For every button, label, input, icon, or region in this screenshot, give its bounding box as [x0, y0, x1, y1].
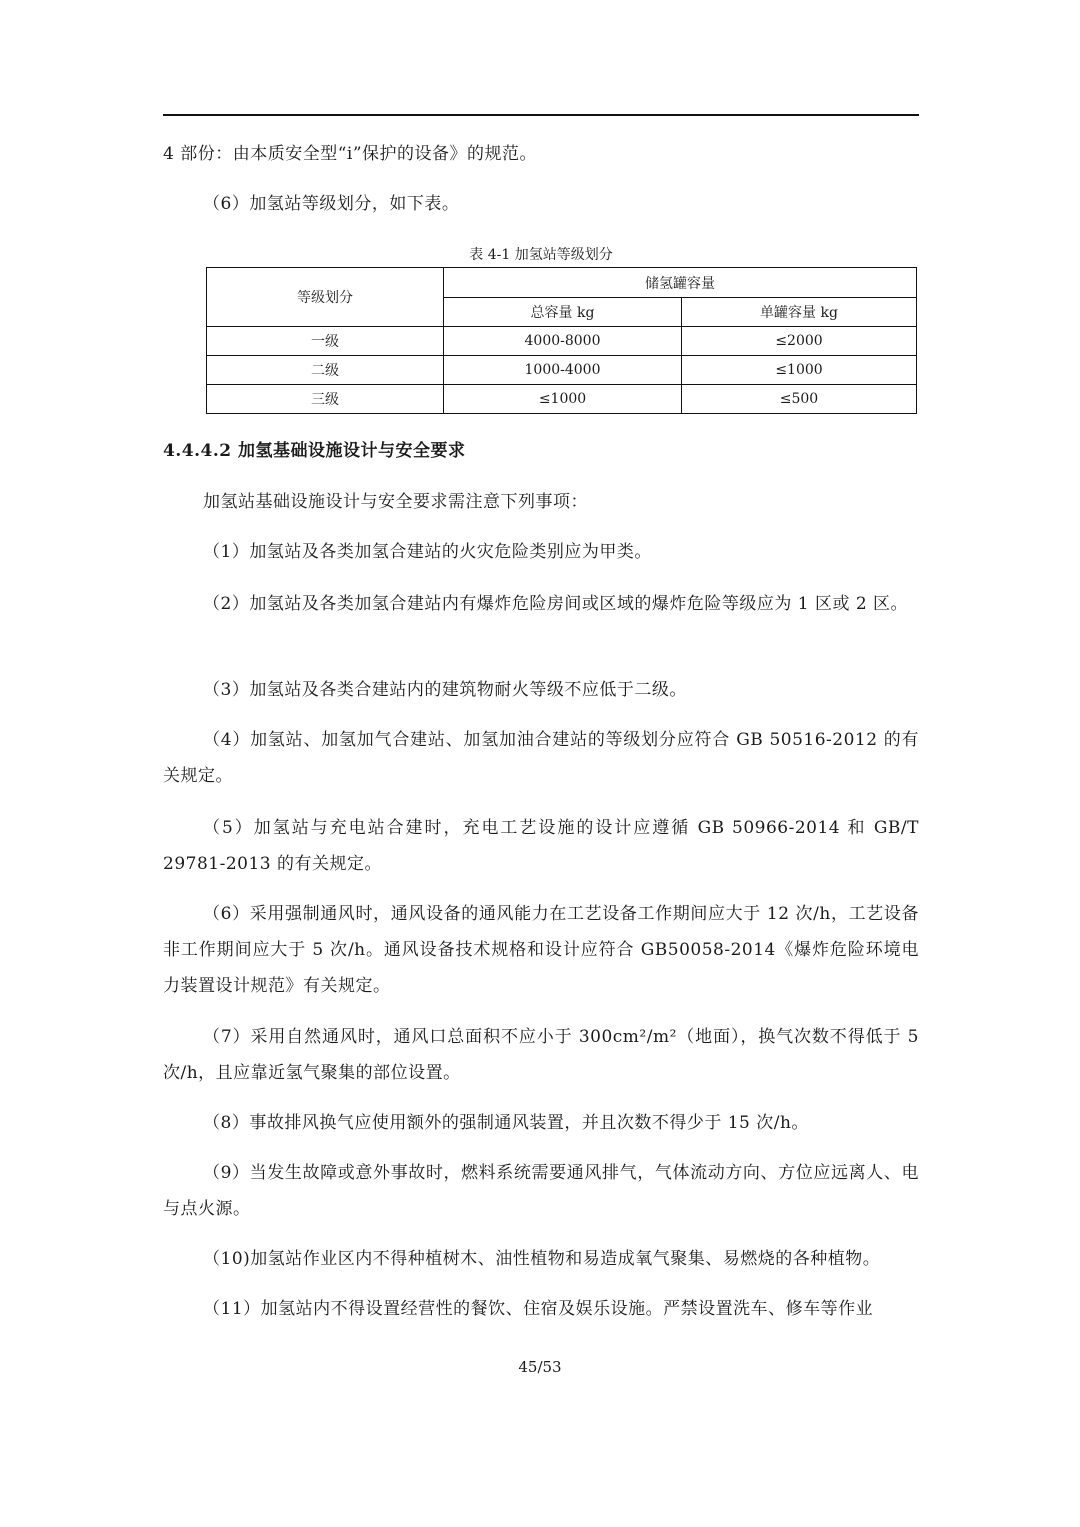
- cell-grade: 二级: [207, 356, 444, 385]
- table-caption: 表 4-1 加氢站等级划分: [469, 247, 613, 263]
- section-heading: 4.4.4.2 加氢基础设施设计与安全要求: [163, 441, 466, 461]
- cell-total: ≤1000: [444, 385, 682, 414]
- cell-total: 4000-8000: [444, 327, 682, 356]
- cell-single: ≤500: [682, 385, 917, 414]
- cell-grade: 三级: [207, 385, 444, 414]
- list-item: （10)加氢站作业区内不得种植树木、油性植物和易造成氧气聚集、易燃烧的各种植物。: [203, 1249, 881, 1269]
- cell-total: 1000-4000: [444, 356, 682, 385]
- list-item: （1）加氢站及各类加氢合建站的火灾危险类别应为甲类。: [203, 542, 652, 562]
- header-total-capacity: 总容量 kg: [444, 298, 682, 327]
- list-item: （3）加氢站及各类合建站内的建筑物耐火等级不应低于二级。: [203, 680, 687, 700]
- table-row: [207, 356, 917, 385]
- item-6-intro: （6）加氢站等级划分，如下表。: [203, 194, 460, 214]
- table-row: [207, 327, 917, 356]
- list-item: （2）加氢站及各类加氢合建站内有爆炸危险房间或区域的爆炸危险等级应为 1 区或 2 区。: [203, 594, 909, 614]
- grade-table: [206, 267, 917, 414]
- list-item: （8）事故排风换气应使用额外的强制通风装置，并且次数不得少于 15 次/h。: [203, 1113, 809, 1133]
- list-item: （7）采用自然通风时，通风口总面积不应小于 300cm²/m²（地面），换气次数不得低于 5 次/h，且应靠近氢气聚集的部位设置。: [163, 1027, 919, 1083]
- list-item: （11）加氢站内不得设置经营性的餐饮、住宿及娱乐设施。严禁设置洗车、修车等作业: [203, 1299, 874, 1319]
- list-item: （5）加氢站与充电站合建时，充电工艺设施的设计应遵循 GB 50966-2014 和 GB/T 29781-2013 的有关规定。: [163, 818, 919, 874]
- cell-single: ≤1000: [682, 356, 917, 385]
- page-number: 45/53: [518, 1358, 562, 1376]
- cell-single: ≤2000: [682, 327, 917, 356]
- intro-line: 4 部份：由本质安全型“i”保护的设备》的规范。: [163, 144, 538, 164]
- table-row: [207, 385, 917, 414]
- list-item: （9）当发生故障或意外事故时，燃料系统需要通风排气，气体流动方向、方位应远离人、电与点火源。: [163, 1163, 919, 1219]
- list-item: （6）采用强制通风时，通风设备的通风能力在工艺设备工作期间应大于 12 次/h，工艺设备非工作期间应大于 5 次/h。通风设备技术规格和设计应符合 GB50058-2014《爆炸危险环境电力装置设计规范》有关规定。: [163, 904, 919, 996]
- header-grade: 等级划分: [207, 268, 444, 327]
- list-item: （4）加氢站、加氢加气合建站、加氢加油合建站的等级划分应符合 GB 50516-2012 的有关规定。: [163, 730, 919, 786]
- section-intro: 加氢站基础设施设计与安全要求需注意下列事项：: [203, 492, 588, 512]
- header-capacity: 储氢罐容量: [444, 268, 917, 298]
- header-rule: [163, 114, 919, 116]
- header-single-capacity: 单罐容量 kg: [682, 298, 917, 327]
- cell-grade: 一级: [207, 327, 444, 356]
